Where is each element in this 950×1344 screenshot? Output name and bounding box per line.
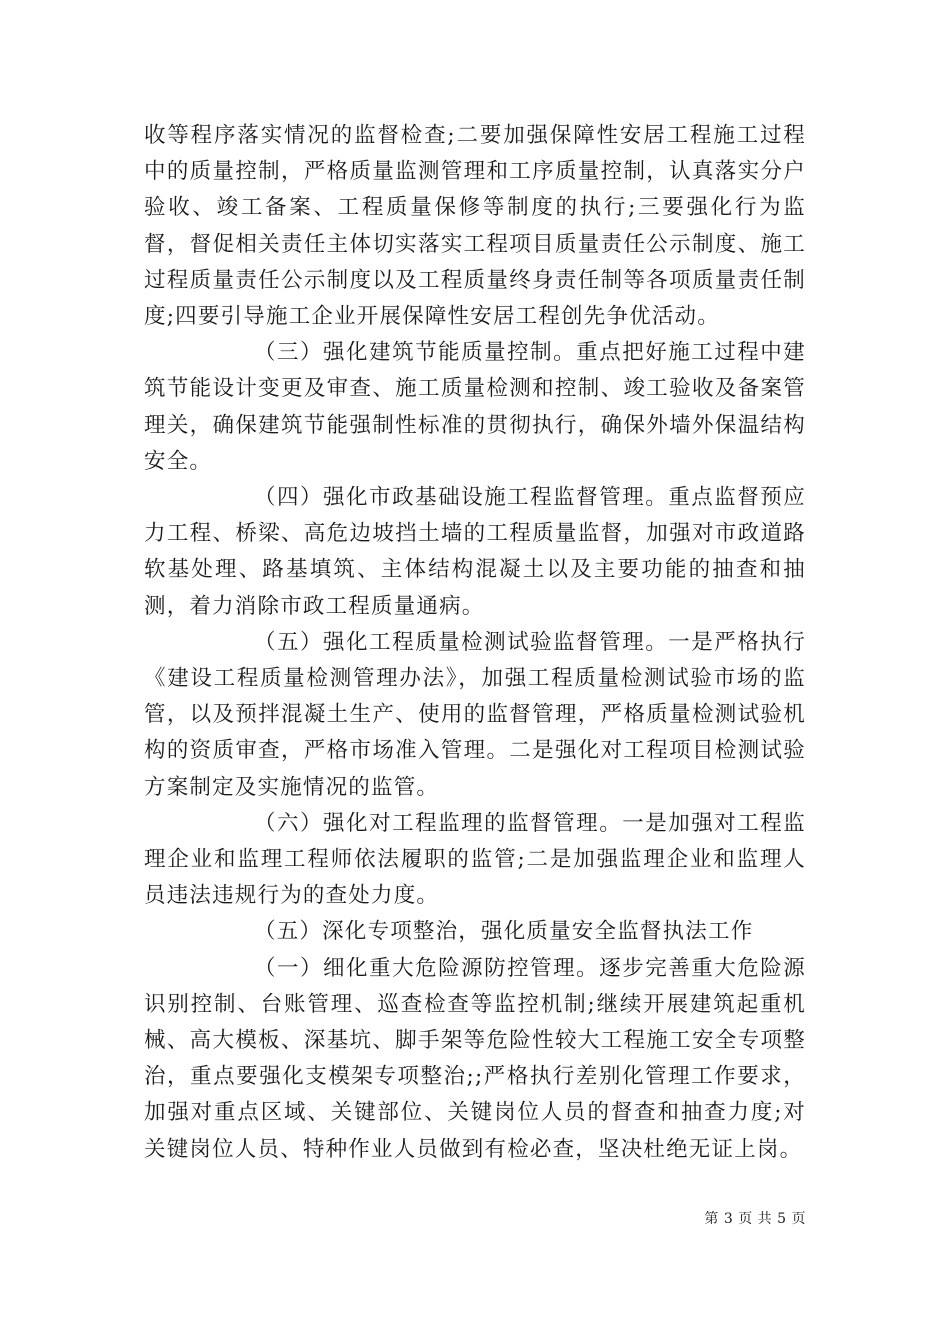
paragraph-section-4: （四）强化市政基础设施工程监督管理。重点监督预应力工程、桥梁、高危边坡挡土墙的工程质量监督，加强对市政道路软基处理、路基填筑、主体结构混凝土以及主要功能的抽查和抽测，着力消除市政工程质量通病。	[144, 485, 806, 619]
paragraph-section-3: （三）强化建筑节能质量控制。重点把好施工过程中建筑节能设计变更及审查、施工质量检测和控制、竣工验收及备案管理关，确保建筑节能强制性标准的贯彻执行，确保外墙外保温结构安全。	[144, 340, 806, 474]
paragraph-continuation: 收等程序落实情况的监督检查;二要加强保障性安居工程施工过程中的质量控制，严格质量监测管理和工序质量控制，认真落实分户验收、竣工备案、工程质量保修等制度的执行;三要强化行为监督，督促相关责任主体切实落实工程项目质量责任公示制度、施工过程质量责任公示制度以及工程质量终身责任制等各项质量责任制度;四要引导施工企业开展保障性安居工程创先争优活动。	[144, 123, 806, 330]
paragraph-section-5: （五）强化工程质量检测试验监督管理。一是严格执行《建设工程质量检测管理办法》，加强工程质量检测试验市场的监管，以及预拌混凝土生产、使用的监督管理，严格质量检测试验机构的资质审查，严格市场准入管理。二是强化对工程项目检测试验方案制定及实施情况的监管。	[144, 629, 806, 800]
document-body	[144, 118, 806, 1168]
paragraph-section-6: （六）强化对工程监理的监督管理。一是加强对工程监理企业和监理工程师依法履职的监管;二是加强监理企业和监理人员违法违规行为的查处力度。	[144, 810, 806, 909]
paragraph-subsection-1: （一）细化重大危险源防控管理。逐步完善重大危险源识别控制、台账管理、巡查检查等监控机制;继续开展建筑起重机械、高大模板、深基坑、脚手架等危险性较大工程施工安全专项整治，重点要强化支模架专项整治;;严格执行差别化管理工作要求，加强对重点区域、关键部位、关键岗位人员的督查和抽查力度;对关键岗位人员、特种作业人员做到有检必查，坚决杜绝无证上岗。	[144, 955, 806, 1162]
section-heading-5: （五）深化专项整治，强化质量安全监督执法工作	[254, 919, 754, 945]
page-number: 第 3 页 共 5 页	[704, 1211, 806, 1227]
